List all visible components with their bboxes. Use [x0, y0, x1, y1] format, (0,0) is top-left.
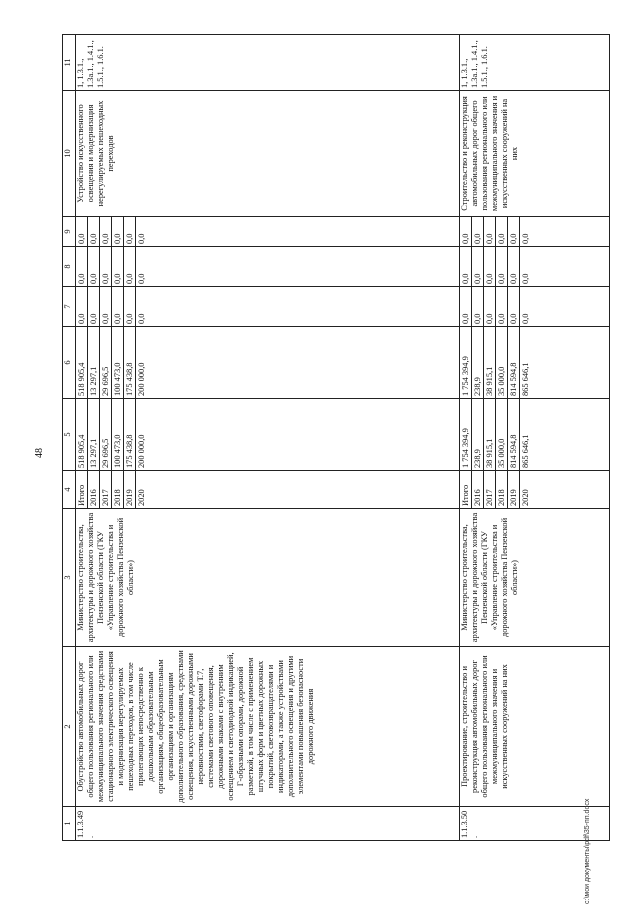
amount: 814 594,8	[508, 327, 520, 398]
col-header: 11	[63, 35, 76, 91]
amount: 865 646,1	[521, 362, 530, 396]
year: 2020	[521, 489, 530, 506]
col-header: 7	[63, 287, 76, 327]
activity-name: Проектирование, строительство и реконструкция автомобильных дорог общего пользования регионального или межмуниципального значения и искусственных сооружений на них	[460, 647, 610, 807]
amount: 0,0	[112, 247, 124, 286]
year: 2019	[124, 471, 136, 508]
col5-cell	[460, 399, 610, 471]
indicator-links: 1, 1.3.1., 1.3а.1., 1.4.1., 1.5.1., 1.6.1.	[460, 35, 610, 91]
col8-cell	[76, 247, 460, 287]
amount: 814 594,8	[508, 399, 520, 470]
year: 2017	[100, 471, 112, 508]
amount: 35 000,0	[496, 327, 508, 398]
col-header: 5	[63, 399, 76, 471]
amount: 175 438,8	[124, 399, 136, 470]
year: Итого	[76, 471, 88, 508]
amount: 0,0	[100, 287, 112, 326]
col5-cell	[76, 399, 460, 471]
amount: 200 000,0	[137, 362, 146, 396]
amount: 0,0	[521, 273, 530, 284]
amount: 0,0	[496, 217, 508, 246]
amount: 0,0	[124, 287, 136, 326]
amount: 238,9	[472, 399, 484, 470]
amount: 29 696,5	[100, 327, 112, 398]
row-code: 1.1.3.50.	[460, 807, 610, 841]
table-row	[460, 35, 610, 841]
year: 2017	[484, 471, 496, 508]
amount: 0,0	[88, 287, 100, 326]
indicator-links: 1, 1.3.1., 1.3а.1., 1.4.1., 1.5.1., 1.6.1.	[76, 35, 460, 91]
amount: 35 000,0	[496, 399, 508, 470]
amount: 0,0	[521, 233, 530, 244]
budget-table	[62, 34, 610, 841]
col7-cell	[460, 287, 610, 327]
amount: 0,0	[76, 287, 88, 326]
amount: 0,0	[508, 247, 520, 286]
amount: 175 438,8	[124, 327, 136, 398]
amount: 0,0	[76, 247, 88, 286]
col-header: 6	[63, 327, 76, 399]
amount: 0,0	[112, 217, 124, 246]
col6-cell	[76, 327, 460, 399]
page-number: 48	[34, 448, 45, 458]
amount: 13 297,1	[88, 327, 100, 398]
amount: 38 915,1	[484, 327, 496, 398]
expected-result: Строительство и реконструкция автомобильных дорог общего пользования регионального или межмуниципального значения и искусственных сооружений на них	[460, 91, 610, 217]
year: 2018	[496, 471, 508, 508]
amount: 29 696,5	[100, 399, 112, 470]
activity-name: Обустройство автомобильных дорог общего пользования регионального или межмуниципального значения средствами стационарного электрического освещения и модернизация нерегулируемых пешеходных переходов, в том числе прилегающих непосредственно к дошкольным образовательным организациям, общеобразовательным организациям и организациям дополнительного образования, средствами освещения, искусственными дорожными неровностями, светофорами Т.7, системами светового оповещения, дорожными знаками с внутренним освещением и светодиодной индикацией, Г-образными опорами, дорожной разметкой, в том числе с применением штучных форм и цветных дорожных покрытий, световозвращателями и индикаторами, а также устройствами дополнительного освещения и другими элементами повышения безопасности дорожного движения	[76, 647, 460, 807]
col-header: 1	[63, 807, 76, 841]
years-cell	[460, 471, 610, 509]
amount: 0,0	[460, 247, 472, 286]
amount: 0,0	[484, 287, 496, 326]
amount: 0,0	[496, 287, 508, 326]
header-row	[63, 35, 76, 841]
rotated-page	[62, 35, 628, 841]
amount: 0,0	[124, 217, 136, 246]
footer-path: c:\мои документы\pdf\35-пп.docx	[584, 798, 591, 904]
col-header: 3	[63, 509, 76, 647]
amount: 238,9	[472, 327, 484, 398]
amount: 0,0	[137, 313, 146, 324]
amount: 0,0	[76, 217, 88, 246]
amount: 865 646,1	[521, 434, 530, 468]
table-row	[76, 35, 460, 841]
amount: 0,0	[484, 217, 496, 246]
amount: 13 297,1	[88, 399, 100, 470]
amount: 38 915,1	[484, 399, 496, 470]
col-header: 4	[63, 471, 76, 509]
col6-cell	[460, 327, 610, 399]
amount: 0,0	[124, 247, 136, 286]
col7-cell	[76, 287, 460, 327]
amount: 1 754 394,9	[460, 327, 472, 398]
amount: 0,0	[460, 217, 472, 246]
year: 2018	[112, 471, 124, 508]
amount: 0,0	[137, 233, 146, 244]
amount: 0,0	[472, 217, 484, 246]
amount: 100 473,0	[112, 399, 124, 470]
amount: 100 473,0	[112, 327, 124, 398]
amount: 0,0	[100, 217, 112, 246]
amount: 0,0	[88, 247, 100, 286]
amount: 0,0	[460, 287, 472, 326]
amount: 0,0	[88, 217, 100, 246]
amount: 0,0	[508, 287, 520, 326]
col-header: 2	[63, 647, 76, 807]
col9-cell	[76, 217, 460, 247]
amount: 518 905,4	[76, 327, 88, 398]
amount: 518 905,4	[76, 399, 88, 470]
years-cell	[76, 471, 460, 509]
year: 2016	[88, 471, 100, 508]
amount: 0,0	[100, 247, 112, 286]
amount: 0,0	[508, 217, 520, 246]
row-code: 1.1.3.49.	[76, 807, 460, 841]
col8-cell	[460, 247, 610, 287]
executor: Министерство строительства, архитектуры и дорожного хозяйства Пензенской области (ГКУ «Управление строительства и дорожного хозяйства Пензенской области»)	[460, 509, 610, 647]
expected-result: Устройство искусственного освещения и модернизация нерегулируемых пешеходных переходов	[76, 91, 460, 217]
year: 2016	[472, 471, 484, 508]
amount: 200 000,0	[137, 434, 146, 468]
executor: Министерство строительства, архитектуры и дорожного хозяйства Пензенской области (ГКУ «Управление строительства и дорожного хозяйства Пензенской области»)	[76, 509, 460, 647]
amount: 0,0	[484, 247, 496, 286]
amount: 0,0	[496, 247, 508, 286]
amount: 0,0	[472, 287, 484, 326]
col-header: 8	[63, 247, 76, 287]
col-header: 10	[63, 91, 76, 217]
amount: 0,0	[472, 247, 484, 286]
year: Итого	[460, 471, 472, 508]
col9-cell	[460, 217, 610, 247]
amount: 0,0	[521, 313, 530, 324]
amount: 0,0	[112, 287, 124, 326]
col-header: 9	[63, 217, 76, 247]
amount: 0,0	[137, 273, 146, 284]
amount: 1 754 394,9	[460, 399, 472, 470]
year: 2019	[508, 471, 520, 508]
year: 2020	[137, 489, 146, 506]
